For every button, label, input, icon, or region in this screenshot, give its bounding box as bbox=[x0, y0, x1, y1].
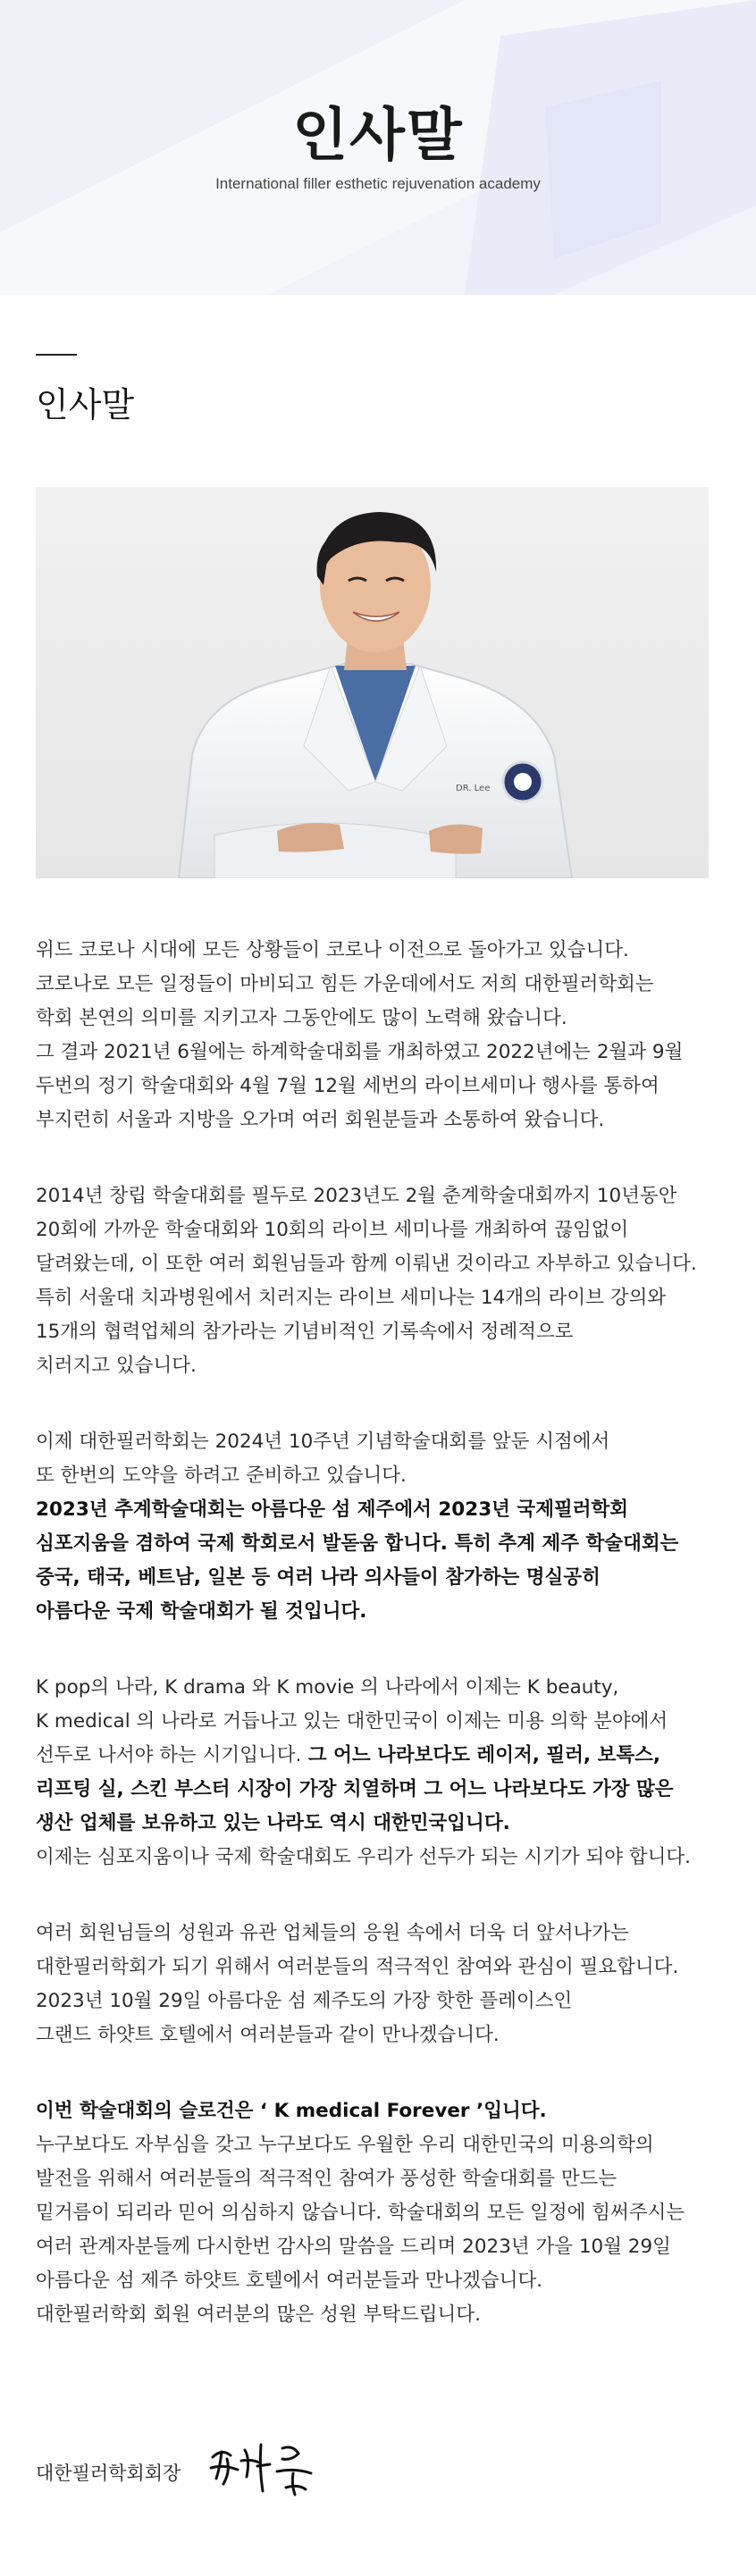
text-line: 2014년 창립 학술대회를 필두로 2023년도 2월 춘계학술대회까지 10년동안 bbox=[36, 1185, 677, 1207]
section-rule bbox=[36, 354, 77, 356]
coat-embroidery: DR. Lee bbox=[456, 784, 491, 793]
text-line: 위드 코로나 시대에 모든 상황들이 코로나 이전으로 돌아가고 있습니다. bbox=[36, 939, 629, 961]
text-line: 2023년 10월 29일 아름다운 섬 제주도의 가장 핫한 플레이스인 bbox=[36, 1990, 573, 2012]
text-line-bold: 아름다운 국제 학술대회가 될 것입니다. bbox=[36, 1600, 367, 1623]
handwritten-signature bbox=[206, 2432, 322, 2504]
page-subtitle: International filler esthetic rejuvenation academy bbox=[215, 175, 541, 192]
text-segment-bold: 그 어느 나라보다도 레이저, 필러, 보톡스, bbox=[301, 1744, 661, 1766]
text-line: 20회에 가까운 학술대회와 10회의 라이브 세미나를 개최하여 끊임없이 bbox=[36, 1219, 629, 1241]
text-segment: 선두로 나서야 하는 시기입니다. bbox=[36, 1744, 302, 1766]
text-line-mixed bbox=[36, 1739, 724, 1773]
paragraph-1 bbox=[36, 934, 724, 1137]
text-line-bold: 리프팅 실, 스킨 부스터 시장이 가장 치열하며 그 어느 나라보다도 가장 많은 bbox=[36, 1778, 674, 1800]
paragraph-3 bbox=[36, 1425, 724, 1629]
text-line: 달려왔는데, 이 또한 여러 회원님들과 함께 이뤄낸 것이라고 자부하고 있습니다. bbox=[36, 1253, 697, 1275]
slogan-line: 이번 학술대회의 슬로건은 ‘ K medical Forever ’입니다. bbox=[36, 2100, 547, 2122]
text-line: 그랜드 하얏트 호텔에서 여러분들과 같이 만나겠습니다. bbox=[36, 2024, 500, 2046]
text-line: 대한필러학회 회원 여러분의 많은 성원 부탁드립니다. bbox=[36, 2303, 481, 2326]
text-line: K medical 의 나라로 거듭나고 있는 대한민국이 이제는 미용 의학 분야에서 bbox=[36, 1710, 668, 1733]
president-photo bbox=[36, 487, 709, 878]
portrait-illustration bbox=[36, 487, 709, 878]
paragraph-2 bbox=[36, 1179, 724, 1383]
text-line: 또 한번의 도약을 하려고 준비하고 있습니다. bbox=[36, 1464, 407, 1487]
greeting-body bbox=[36, 934, 724, 2374]
text-line-bold: 생산 업체를 보유하고 있는 나라도 역시 대한민국입니다. bbox=[36, 1812, 510, 1834]
text-line: 누구보다도 자부심을 갖고 누구보다도 우월한 우리 대한민국의 미용의학의 bbox=[36, 2134, 654, 2156]
text-line: 밑거름이 되리라 믿어 의심하지 않습니다. 학술대회의 모든 일정에 힘써주시는 bbox=[36, 2202, 685, 2224]
signature-block bbox=[36, 2432, 483, 2504]
text-line: K pop의 나라, K drama 와 K movie 의 나라에서 이제는 K beauty, bbox=[36, 1676, 619, 1699]
text-line: 아름다운 섬 제주 하얏트 호텔에서 여러분들과 만나겠습니다. bbox=[36, 2270, 543, 2292]
text-line: 특히 서울대 치과병원에서 치러지는 라이브 세미나는 14개의 라이브 강의와 bbox=[36, 1287, 667, 1309]
text-line: 그 결과 2021년 6월에는 하계학술대회를 개최하였고 2022년에는 2월과 9월 bbox=[36, 1041, 684, 1063]
text-line: 대한필러학회가 되기 위해서 여러분들의 적극적인 참여와 관심이 필요합니다. bbox=[36, 1956, 679, 1978]
text-line: 코로나로 모든 일정들이 마비되고 힘든 가운데에서도 저희 대한필러학회는 bbox=[36, 973, 654, 995]
text-line: 여러 관계자분들께 다시한번 감사의 말씀을 드리며 2023년 가을 10월 29일 bbox=[36, 2236, 671, 2258]
paragraph-6 bbox=[36, 2094, 724, 2332]
text-line: 발전을 위해서 여러분들의 적극적인 참여가 풍성한 학술대회를 만드는 bbox=[36, 2168, 617, 2190]
text-line: 15개의 협력업체의 참가라는 기념비적인 기록속에서 정례적으로 bbox=[36, 1321, 574, 1343]
paragraph-5 bbox=[36, 1917, 724, 2052]
section-title: 인사말 bbox=[36, 385, 135, 424]
page-title: 인사말 bbox=[292, 103, 464, 169]
text-line: 이제는 심포지움이나 국제 학술대회도 우리가 선두가 되는 시기가 되야 합니다. bbox=[36, 1846, 691, 1868]
text-line: 학회 본연의 의미를 지키고자 그동안에도 많이 노력해 왔습니다. bbox=[36, 1007, 567, 1029]
text-line-bold: 심포지움을 겸하여 국제 학회로서 발돋움 합니다. 특히 추계 제주 학술대회는 bbox=[36, 1532, 679, 1555]
text-line-bold: 중국, 태국, 베트남, 일본 등 여러 나라 의사들이 참가하는 명실공히 bbox=[36, 1566, 601, 1589]
text-line: 부지런히 서울과 지방을 오가며 여러 회원분들과 소통하여 왔습니다. bbox=[36, 1109, 605, 1131]
hero-banner bbox=[0, 0, 756, 295]
text-line: 두번의 정기 학술대회와 4월 7월 12월 세번의 라이브세미나 행사를 통하여 bbox=[36, 1075, 659, 1097]
section-header bbox=[36, 354, 134, 426]
paragraph-4 bbox=[36, 1671, 724, 1875]
text-line: 치러지고 있습니다. bbox=[36, 1355, 197, 1377]
signature-title: 대한필러학회회장 bbox=[36, 2463, 181, 2484]
text-line-bold: 2023년 추계학술대회는 아름다운 섬 제주에서 2023년 국제필러학회 bbox=[36, 1498, 629, 1521]
text-line: 여러 회원님들의 성원과 유관 업체들의 응원 속에서 더욱 더 앞서나가는 bbox=[36, 1922, 629, 1944]
text-line: 이제 대한필러학회는 2024년 10주년 기념학술대회를 앞둔 시점에서 bbox=[36, 1431, 610, 1453]
